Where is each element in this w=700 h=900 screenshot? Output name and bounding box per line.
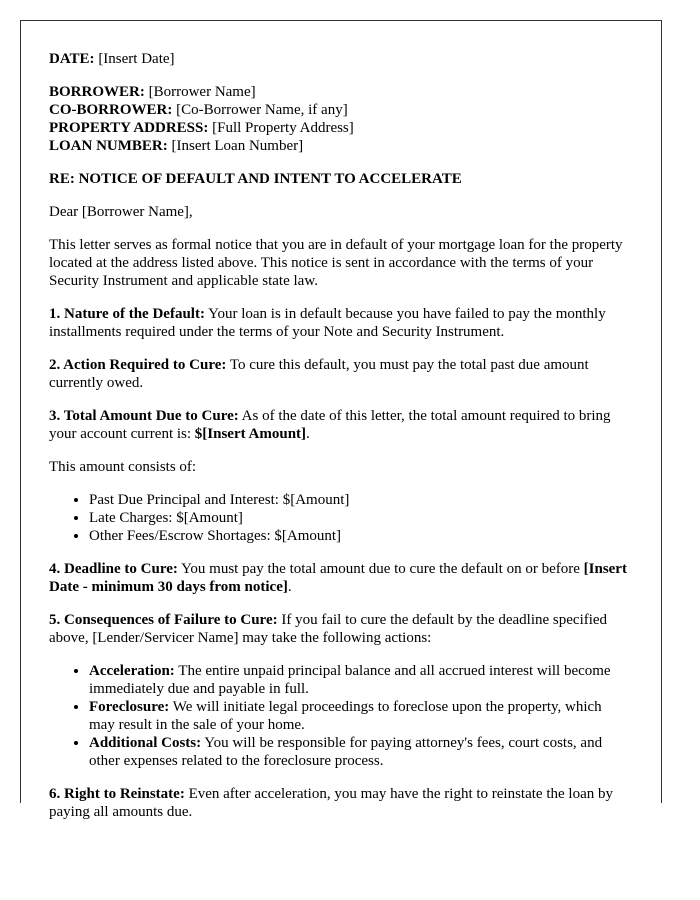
date-line: DATE: [Insert Date]	[49, 51, 175, 67]
salutation: Dear [Borrower Name],	[49, 204, 193, 220]
consequences-list	[49, 662, 629, 770]
list-item: • Foreclosure: We will initiate legal proceedings to foreclose upon the property, which may result in the sale of your home.	[89, 698, 629, 734]
section-reinstate: 6. Right to Reinstate: Even after acceleration, you may have the right to reinstate the loan by paying all amounts due.	[49, 786, 613, 820]
section-amount: 3. Total Amount Due to Cure: As of the date of this letter, the total amount required to bring your account current is: $[Insert Amount].	[49, 408, 611, 442]
section-nature: 1. Nature of the Default: Your loan is in default because you have failed to pay the monthly installments required under the terms of your Note and Security Instrument.	[49, 306, 606, 340]
list-item: • Past Due Principal and Interest: $[Amount]	[89, 491, 629, 509]
list-item: • Additional Costs: You will be responsible for paying attorney's fees, court costs, and other expenses related to the foreclosure process.	[89, 734, 629, 770]
amount-intro: This amount consists of:	[49, 459, 197, 475]
list-item: • Acceleration: The entire unpaid principal balance and all accrued interest will become immediately due and payable in full.	[89, 662, 629, 698]
intro-paragraph: This letter serves as formal notice that you are in default of your mortgage loan for the property located at the address listed above. This notice is sent in accordance with the terms of your Security Instrument and applicable state law.	[49, 237, 623, 289]
amount-list	[49, 491, 629, 545]
letter-page	[20, 20, 662, 820]
list-item: • Other Fees/Escrow Shortages: $[Amount]	[89, 527, 629, 545]
subject-line: RE: NOTICE OF DEFAULT AND INTENT TO ACCELERATE	[49, 171, 462, 187]
party-block: BORROWER: [Borrower Name] CO-BORROWER: [Co-Borrower Name, if any] PROPERTY ADDRESS: [Full Property Address] LOAN NUMBER: [Insert Loan Number]	[49, 84, 354, 154]
section-action: 2. Action Required to Cure: To cure this default, you must pay the total past due amount currently owed.	[49, 357, 589, 391]
section-deadline: 4. Deadline to Cure: You must pay the total amount due to cure the default on or before [Insert Date - minimum 30 days from notice].	[49, 561, 627, 595]
list-item: • Late Charges: $[Amount]	[89, 509, 629, 527]
section-consequences: 5. Consequences of Failure to Cure: If you fail to cure the default by the deadline specified above, [Lender/Servicer Name] may take the following actions:	[49, 612, 608, 646]
